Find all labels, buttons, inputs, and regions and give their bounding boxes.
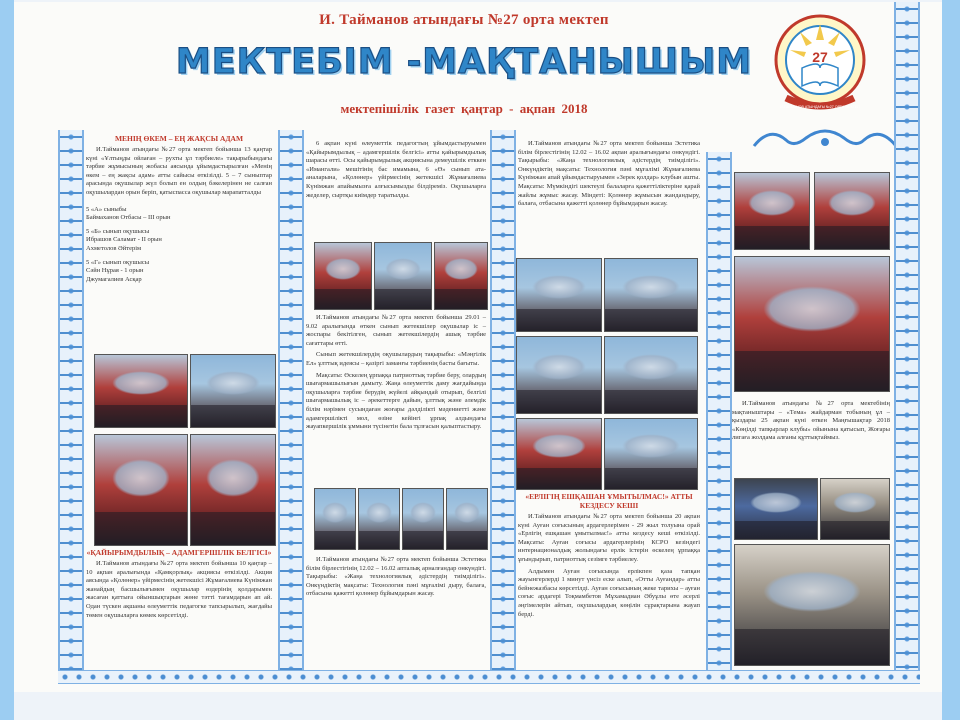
photo-18 <box>734 172 810 250</box>
photo-7 <box>434 242 488 310</box>
result-b-name-2: Ахметолов Әйтерім <box>86 244 142 252</box>
photo-5 <box>314 242 372 310</box>
photo-1 <box>94 354 188 428</box>
result-c-name: Сәйн Нұрая - 1 орын <box>86 267 144 275</box>
article-text-10: Алдымен Ауған соғысында ерлікпен қаза тапқан жауынгерлерді 1 минут үнсіз еске алып, «Отты Ауғандар» атты бейнежазбасы көрсетілді. Ауған соғысының жеке тарихы – ауған соғыс ардагері Тоқмамбетов Мұхамадиан Әбуұлы өте әсерлі әңгімелерін айтып, оқушылардың көңілін сұрақтарына жауап берді. <box>518 567 700 618</box>
column-1-bottom <box>86 548 272 623</box>
article-text-2: И.Тайманов атындағы №27 орта мектеп бойынша 10 қаңтар – 10 ақпан аралығында «Қамқорлық» акциясы өткізілді. Акция аясында «Қолөнер» үйірмесінің жетекшісі Жұмағалиева Күнімжан жанайдың басшылығымен оқушылар өздерінің қолдарымен жасаған қаттыға ойыншықтарын жөне тәтті тағамдарын ап ай. Одан түскен ақшаны өлеуметтік педагогке тапсырылып, жағдайы төмен оқушыларға көмек көрсетілді. <box>86 560 272 619</box>
article-text-9: И.Тайманов атындағы №27 орта мектеп бойынша 20 ақпан күні Ауған соғысының ардагерлерімен - 29 жыл толуына орай «Ерлігің ешқашан ұмытылмас!» атты кездесу кеші өткізілді. Мақсаты: Ауған соғысы ардагерлерінің КСРО кезіндегі интернационалдық жолындағы ерлік істерін өскелең ұрпаққа ұғындырып, патриоттық сезімге тәрбиелеу. <box>518 513 700 563</box>
result-c-name-2: Джумагалиев Асқар <box>86 275 142 283</box>
column-3-bottom <box>518 492 700 622</box>
column-4 <box>732 400 890 446</box>
article-text-11: И.Тайманов атындағы №27 орта мектебінің мақтаныштары – «Тема» жайдарман тобының ұл – қыздары 25 ақпан күні өткен Маңғышақтар 2018 «Көңілді тапқырлар клубы» ойынына қатысып, Жоғары лигаға жолдама алғаны құттықтаймыз. <box>732 400 890 442</box>
column-1 <box>86 134 272 284</box>
school-name: И. Тайманов атындағы №27 орта мектеп <box>319 12 609 28</box>
photo-3 <box>94 434 188 546</box>
article-text-4: И.Тайманов атындағы №27 орта мектеп бойынша 29.01 – 9.02 аралығында өткен сынып жетекшілер оқушылар іс – жоспары бекітілген, сынып жетекшілердің ашық тәрбие сағаттары өтті. <box>306 314 486 347</box>
photo-13 <box>604 258 698 332</box>
photo-2 <box>190 354 276 428</box>
photo-4 <box>190 434 276 546</box>
photo-10 <box>402 488 444 550</box>
photo-17 <box>604 418 698 490</box>
issue-subtitle: мектепішілік газет қаңтар - ақпан 2018 <box>340 101 588 116</box>
ornament-divider-2 <box>490 130 516 670</box>
result-a-class: 5 «А» сыныбы <box>86 205 127 213</box>
article-text-3: 6 ақпан күні өлеуметтік педагогтың ұйымдастыруымен «Қайырымдылық – адамгершілік белгісі» атты қайырымдылық шарасы өтті. Осы қайырымдылық акциясына демеушілік етккен «Имангали» мешітінің бас имамына, 6 «Ө» сынып ата-аналарына, «Қолөнер» үйірмесінің жетекшісі Жұмағалиева Күнімжан апайымызға алғысымызды білдіреміз. Оқушыларға жеделер, сыртқы киімдер таратылды. <box>306 140 486 199</box>
result-a-name: Баймаханов Отбасы – III орын <box>86 214 171 222</box>
column-2-middle <box>306 314 486 435</box>
result-c-class: 5 «Г» сынып оқушысы <box>86 258 150 266</box>
newspaper-title: МЕКТЕБІМ -МАҚТАНЫШЫМ <box>175 42 753 82</box>
photo-20 <box>734 256 890 392</box>
column-2 <box>306 140 486 203</box>
school-emblem-icon <box>770 10 870 118</box>
page-edge-right <box>942 0 960 720</box>
photo-21 <box>734 478 818 540</box>
ornament-curl-icon <box>750 126 900 152</box>
ornament-border-left <box>58 130 84 670</box>
article-text-5: Сынып жетекшілердің оқушылардың тақырыбы: «Мәңгілік Ел» ұлттық идеясы – қазіргі заманғы тәрбиенің басты бағыты. <box>306 351 486 367</box>
ornament-divider-1 <box>278 130 304 670</box>
column-3 <box>518 140 700 212</box>
article-text-8: И.Тайманов атындағы №27 орта мектеп бойынша Эстетика білім бірлестігінің 12.02 – 16.02 ақпан аралығындағы онкүндігі. Тақырыбы: «Жаңа технологиялық әдістердің тиімділігі». Онкүндіктің мақсаты: Технология пәні мұғалімі Жұмағалиева Күнімжан апай ұйымдастыруымен «Зерек қолдар» клубын ашты. Мақсаты: Мүмкіндігі шектеулі балаларға қажеттіліктеріне қарай жайлы жұмыс жасау. Міндеті: Қолөнер жұмысын жандандыру, балаға, отбасына қажетті қолөнер бұйымдарын жасау. <box>518 140 700 208</box>
article-heading-1: МЕНІҢ ӨКЕМ – ЕҢ ЖАҚСЫ АДАМ <box>114 134 244 143</box>
photo-14 <box>516 336 602 414</box>
photo-6 <box>374 242 432 310</box>
photo-9 <box>358 488 400 550</box>
photo-19 <box>814 172 890 250</box>
ornament-divider-3 <box>706 152 732 670</box>
result-b-class: 5 «Б» сынып оқушысы <box>86 227 150 235</box>
column-2-bottom <box>306 556 486 602</box>
article-text-7: И.Тайманов атындағы №27 орта мектеп бойынша Эстетика білім бірлестігінің 12.02 – 16.02 апталық арналғандар онкүндігі. Тақырыбы: «Жаңа технологиялық әдістердің тиімділігі». Онкүндіктің мақсаты: Технология пәні мұғалімі дыру, балаға, отбасына қажетті қолөнер бұйымдарын жасау. <box>306 556 486 598</box>
photo-15 <box>604 336 698 414</box>
photo-23 <box>734 544 890 666</box>
article-text-6: Мақсаты: Өскелең ұрпаққа патриоттық тәрбие беру, олардың шығармашылығын дамыту. Жаңа өлеуметтік даму жағдайында оқушыларға тәрбие берудің жүйелі айқындай отырып, белгілі шығармашылық іс – әрекеттерге дайын, ұлттық және әлемдік білім нәрімен сусындаған жоғары дәлділікті мәдениетті және адамгершілікті мол, өзіне кейінгі ұрпақ алдындағы жауапкершілік ұммыни түсінетін бала тұлғасын қалыптастыру. <box>306 371 486 431</box>
article-heading-3: «ЕРЛІГІҢ ЕШҚАШАН ҰМЫТЫЛМАС!» АТТЫ КЕЗДЕСУ КЕШІ <box>525 492 693 510</box>
photo-12 <box>516 258 602 332</box>
page-edge-left <box>0 0 14 720</box>
newspaper-page <box>14 2 942 692</box>
emblem-ring-text: И.ТАЙМАНОВ АТЫНДАҒЫ №27 ОРТА МЕКТЕП <box>780 105 860 109</box>
photo-22 <box>820 478 890 540</box>
ornament-border-right <box>894 2 920 682</box>
article-heading-2: «ҚАЙЫРЫМДЫЛЫҚ – АДАМГЕРШІЛІК БЕЛГІСІ» <box>86 548 272 557</box>
ornament-border-bottom <box>58 670 920 684</box>
photo-16 <box>516 418 602 490</box>
photo-11 <box>446 488 488 550</box>
photo-8 <box>314 488 356 550</box>
result-b-name: Ибрашов Саламат - II орын <box>86 236 162 244</box>
emblem-number: 27 <box>812 49 828 65</box>
article-text-1: И.Тайманов атындағы №27 орта мектеп бойынша 13 қаңтар күні «Ұлтыңды ойлаған – рухты ұл тәрбиеле» тақырыбындағы тәрбие жұмысының жобасы аясында ұйымдастырылған «Менің өкем – ең жақсы адам» атты сайысы өткізілді. 5 – 7 сыныптар арасында оқушылар жүл болып ен олдың бәкелерінен не салған оқушылардан орын беріп, қатыспасса оқушылар марапатталды <box>86 146 272 196</box>
